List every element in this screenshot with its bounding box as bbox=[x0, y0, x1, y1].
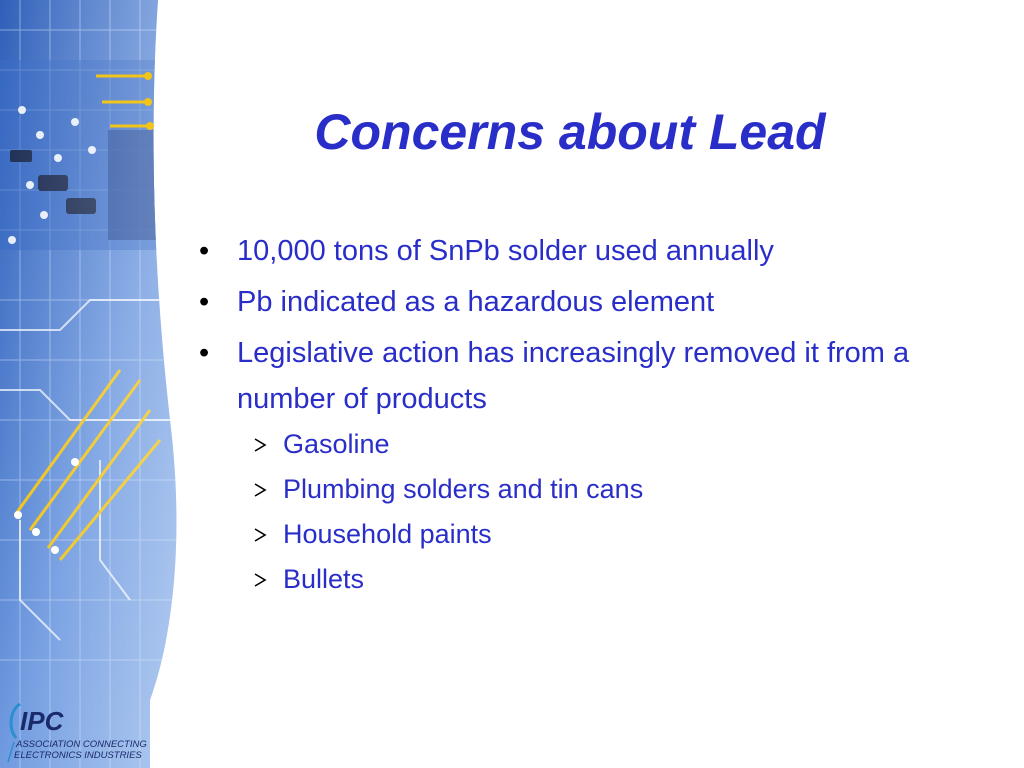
bullet-text: Pb indicated as a hazardous element bbox=[237, 286, 715, 318]
bullet-text: 10,000 tons of SnPb solder used annually bbox=[237, 235, 774, 267]
sub-bullet-text: Gasoline bbox=[283, 429, 390, 459]
svg-text:ASSOCIATION CONNECTING: ASSOCIATION CONNECTING bbox=[16, 739, 147, 750]
bullet-dot-icon: • bbox=[199, 286, 210, 318]
sub-bullet-item bbox=[237, 467, 976, 512]
sub-bullet-text: Plumbing solders and tin cans bbox=[283, 474, 644, 504]
bullet-text: Legislative action has increasingly removed it from a number of products bbox=[237, 337, 910, 415]
sub-bullet-list bbox=[237, 422, 976, 602]
arrow-bullet-icon bbox=[253, 437, 267, 453]
sub-bullet-text: Bullets bbox=[283, 564, 365, 594]
sub-bullet-item bbox=[237, 557, 976, 602]
sub-bullet-text: Household paints bbox=[283, 519, 492, 549]
ipc-logo bbox=[6, 698, 166, 764]
bullet-item bbox=[196, 279, 976, 325]
bullet-item bbox=[196, 228, 976, 274]
arrow-bullet-icon bbox=[253, 482, 267, 498]
arrow-bullet-icon bbox=[253, 572, 267, 588]
svg-text:IPC: IPC bbox=[20, 706, 64, 736]
slide-title: Concerns about Lead bbox=[314, 104, 826, 160]
bullet-list bbox=[196, 228, 976, 607]
bullet-dot-icon: • bbox=[199, 235, 210, 267]
bullet-item bbox=[196, 330, 976, 602]
sub-bullet-item bbox=[237, 512, 976, 557]
svg-text:ELECTRONICS INDUSTRIES: ELECTRONICS INDUSTRIES bbox=[14, 750, 142, 761]
sub-bullet-item bbox=[237, 422, 976, 467]
arrow-bullet-icon bbox=[253, 527, 267, 543]
bullet-dot-icon: • bbox=[199, 337, 210, 369]
